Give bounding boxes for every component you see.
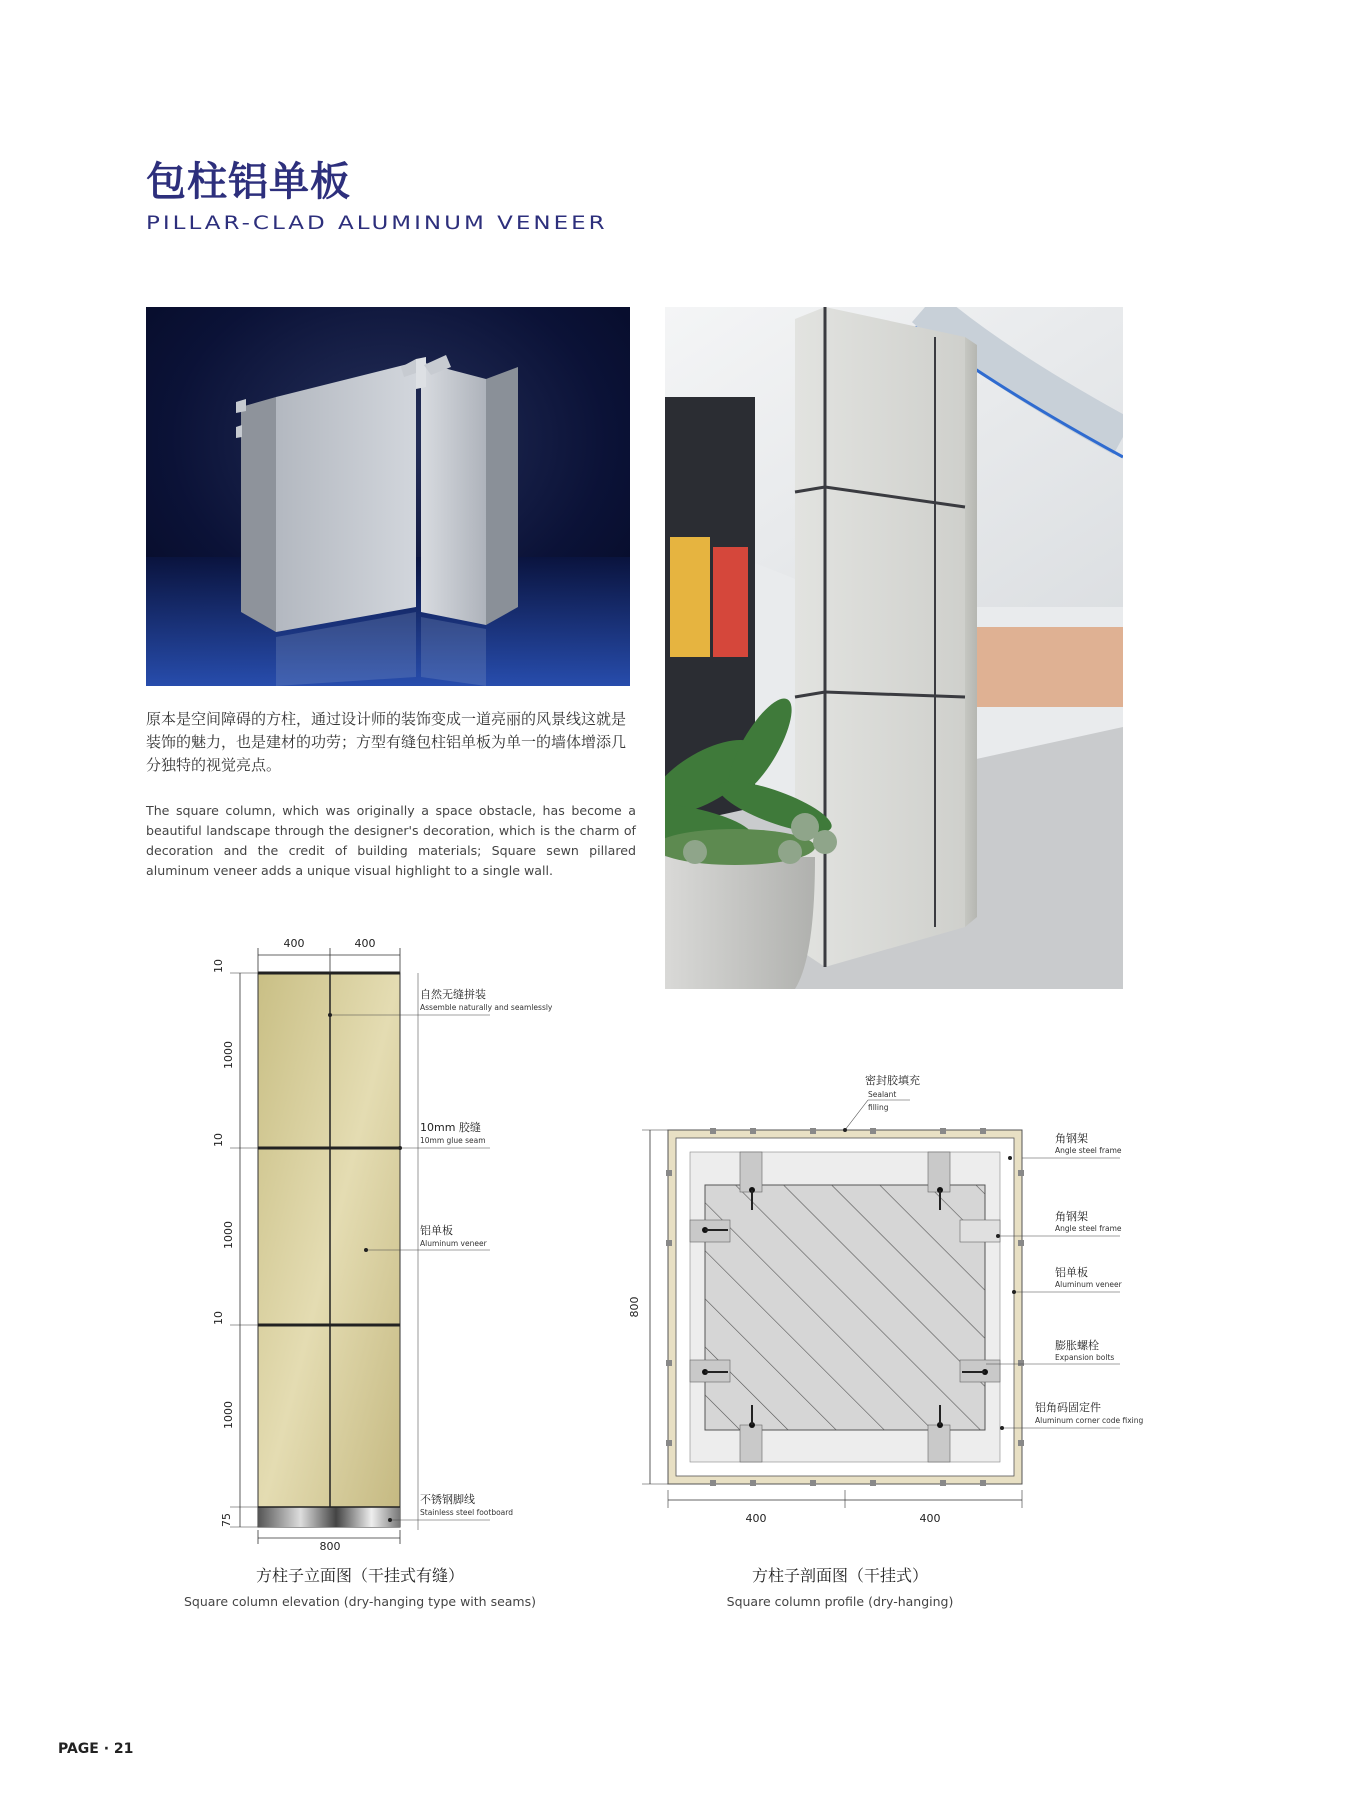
profile-dim-side: 800 (628, 1296, 641, 1318)
elev-label-2-en: 10mm glue seam (420, 1136, 486, 1145)
profile-label-5-cn: 铝角码固定件 (1035, 1401, 1101, 1414)
elev-label-2-cn: 10mm 胶缝 (420, 1121, 481, 1134)
elev-label-3-en: Aluminum veneer (420, 1239, 487, 1248)
elev-label-1-en: Assemble naturally and seamlessly (420, 1003, 553, 1012)
product-photo (146, 307, 630, 686)
profile-dim-bottom-left: 400 (745, 1512, 767, 1525)
profile-sealant-en1: Sealant (868, 1090, 897, 1099)
elev-dim-10-a: 10 (212, 959, 225, 973)
elev-label-1-cn: 自然无缝拼装 (420, 988, 486, 1001)
elevation-caption-cn: 方柱子立面图（干挂式有缝） (255, 1566, 464, 1585)
profile-caption-en: Square column profile (dry-hanging) (726, 1594, 954, 1609)
profile-drawing (610, 1060, 1150, 1530)
profile-label-2-cn: 角钢架 (1055, 1210, 1088, 1223)
profile-label-2-en: Angle steel frame (1055, 1224, 1122, 1233)
profile-label-4-cn: 膨胀螺栓 (1055, 1339, 1099, 1352)
description-cn: 原本是空间障碍的方柱，通过设计师的装饰变成一道亮丽的风景线这就是装饰的魅力，也是建材的功劳；方型有缝包柱铝单板为单一的墙体增添几分独特的视觉亮点。 (146, 710, 627, 774)
profile-sealant-cn: 密封胶填充 (865, 1074, 920, 1087)
elev-dim-1000-b: 1000 (222, 1221, 235, 1249)
elev-dim-10-b: 10 (212, 1133, 225, 1147)
elevation-caption-en: Square column elevation (dry-hanging type with seams) (184, 1594, 536, 1609)
profile-sealant-en2: filling (868, 1103, 889, 1112)
profile-label-1-en: Angle steel frame (1055, 1146, 1122, 1155)
profile-label-4-en: Expansion bolts (1055, 1353, 1115, 1362)
description-en: The square column, which was originally a space obstacle, has become a beautiful landscape through the designer's decoration, which is the charm of decoration and the credit of building materials; Square sewn pillared aluminum veneer adds a unique visual highlight to a single wall. (146, 803, 636, 878)
elev-dim-top-right: 400 (354, 937, 376, 950)
elev-dim-75: 75 (220, 1513, 233, 1527)
profile-label-5-en: Aluminum corner code fixing (1035, 1416, 1144, 1425)
elev-dim-1000-c: 1000 (222, 1401, 235, 1429)
profile-caption-cn: 方柱子剖面图（干挂式） (751, 1566, 928, 1585)
profile-dim-bottom-right: 400 (919, 1512, 941, 1525)
elev-label-4-en: Stainless steel footboard (420, 1508, 513, 1517)
elevation-drawing (200, 930, 620, 1550)
elev-dim-1000-a: 1000 (222, 1041, 235, 1069)
elev-dim-bottom: 800 (319, 1540, 341, 1550)
elev-label-4-cn: 不锈钢脚线 (420, 1493, 475, 1506)
column-photo (665, 307, 1123, 989)
page-number: PAGE · 21 (58, 1741, 134, 1757)
elev-dim-10-c: 10 (212, 1311, 225, 1325)
elev-dim-top-left: 400 (283, 937, 305, 950)
profile-label-3-en: Aluminum veneer (1055, 1280, 1122, 1289)
page-subtitle: PILLAR-CLAD ALUMINUM VENEER (146, 212, 608, 234)
page-title: 包柱铝单板 (146, 159, 351, 205)
elev-label-3-cn: 铝单板 (420, 1224, 453, 1237)
profile-label-3-cn: 铝单板 (1055, 1266, 1088, 1279)
profile-label-1-cn: 角钢架 (1055, 1132, 1088, 1145)
